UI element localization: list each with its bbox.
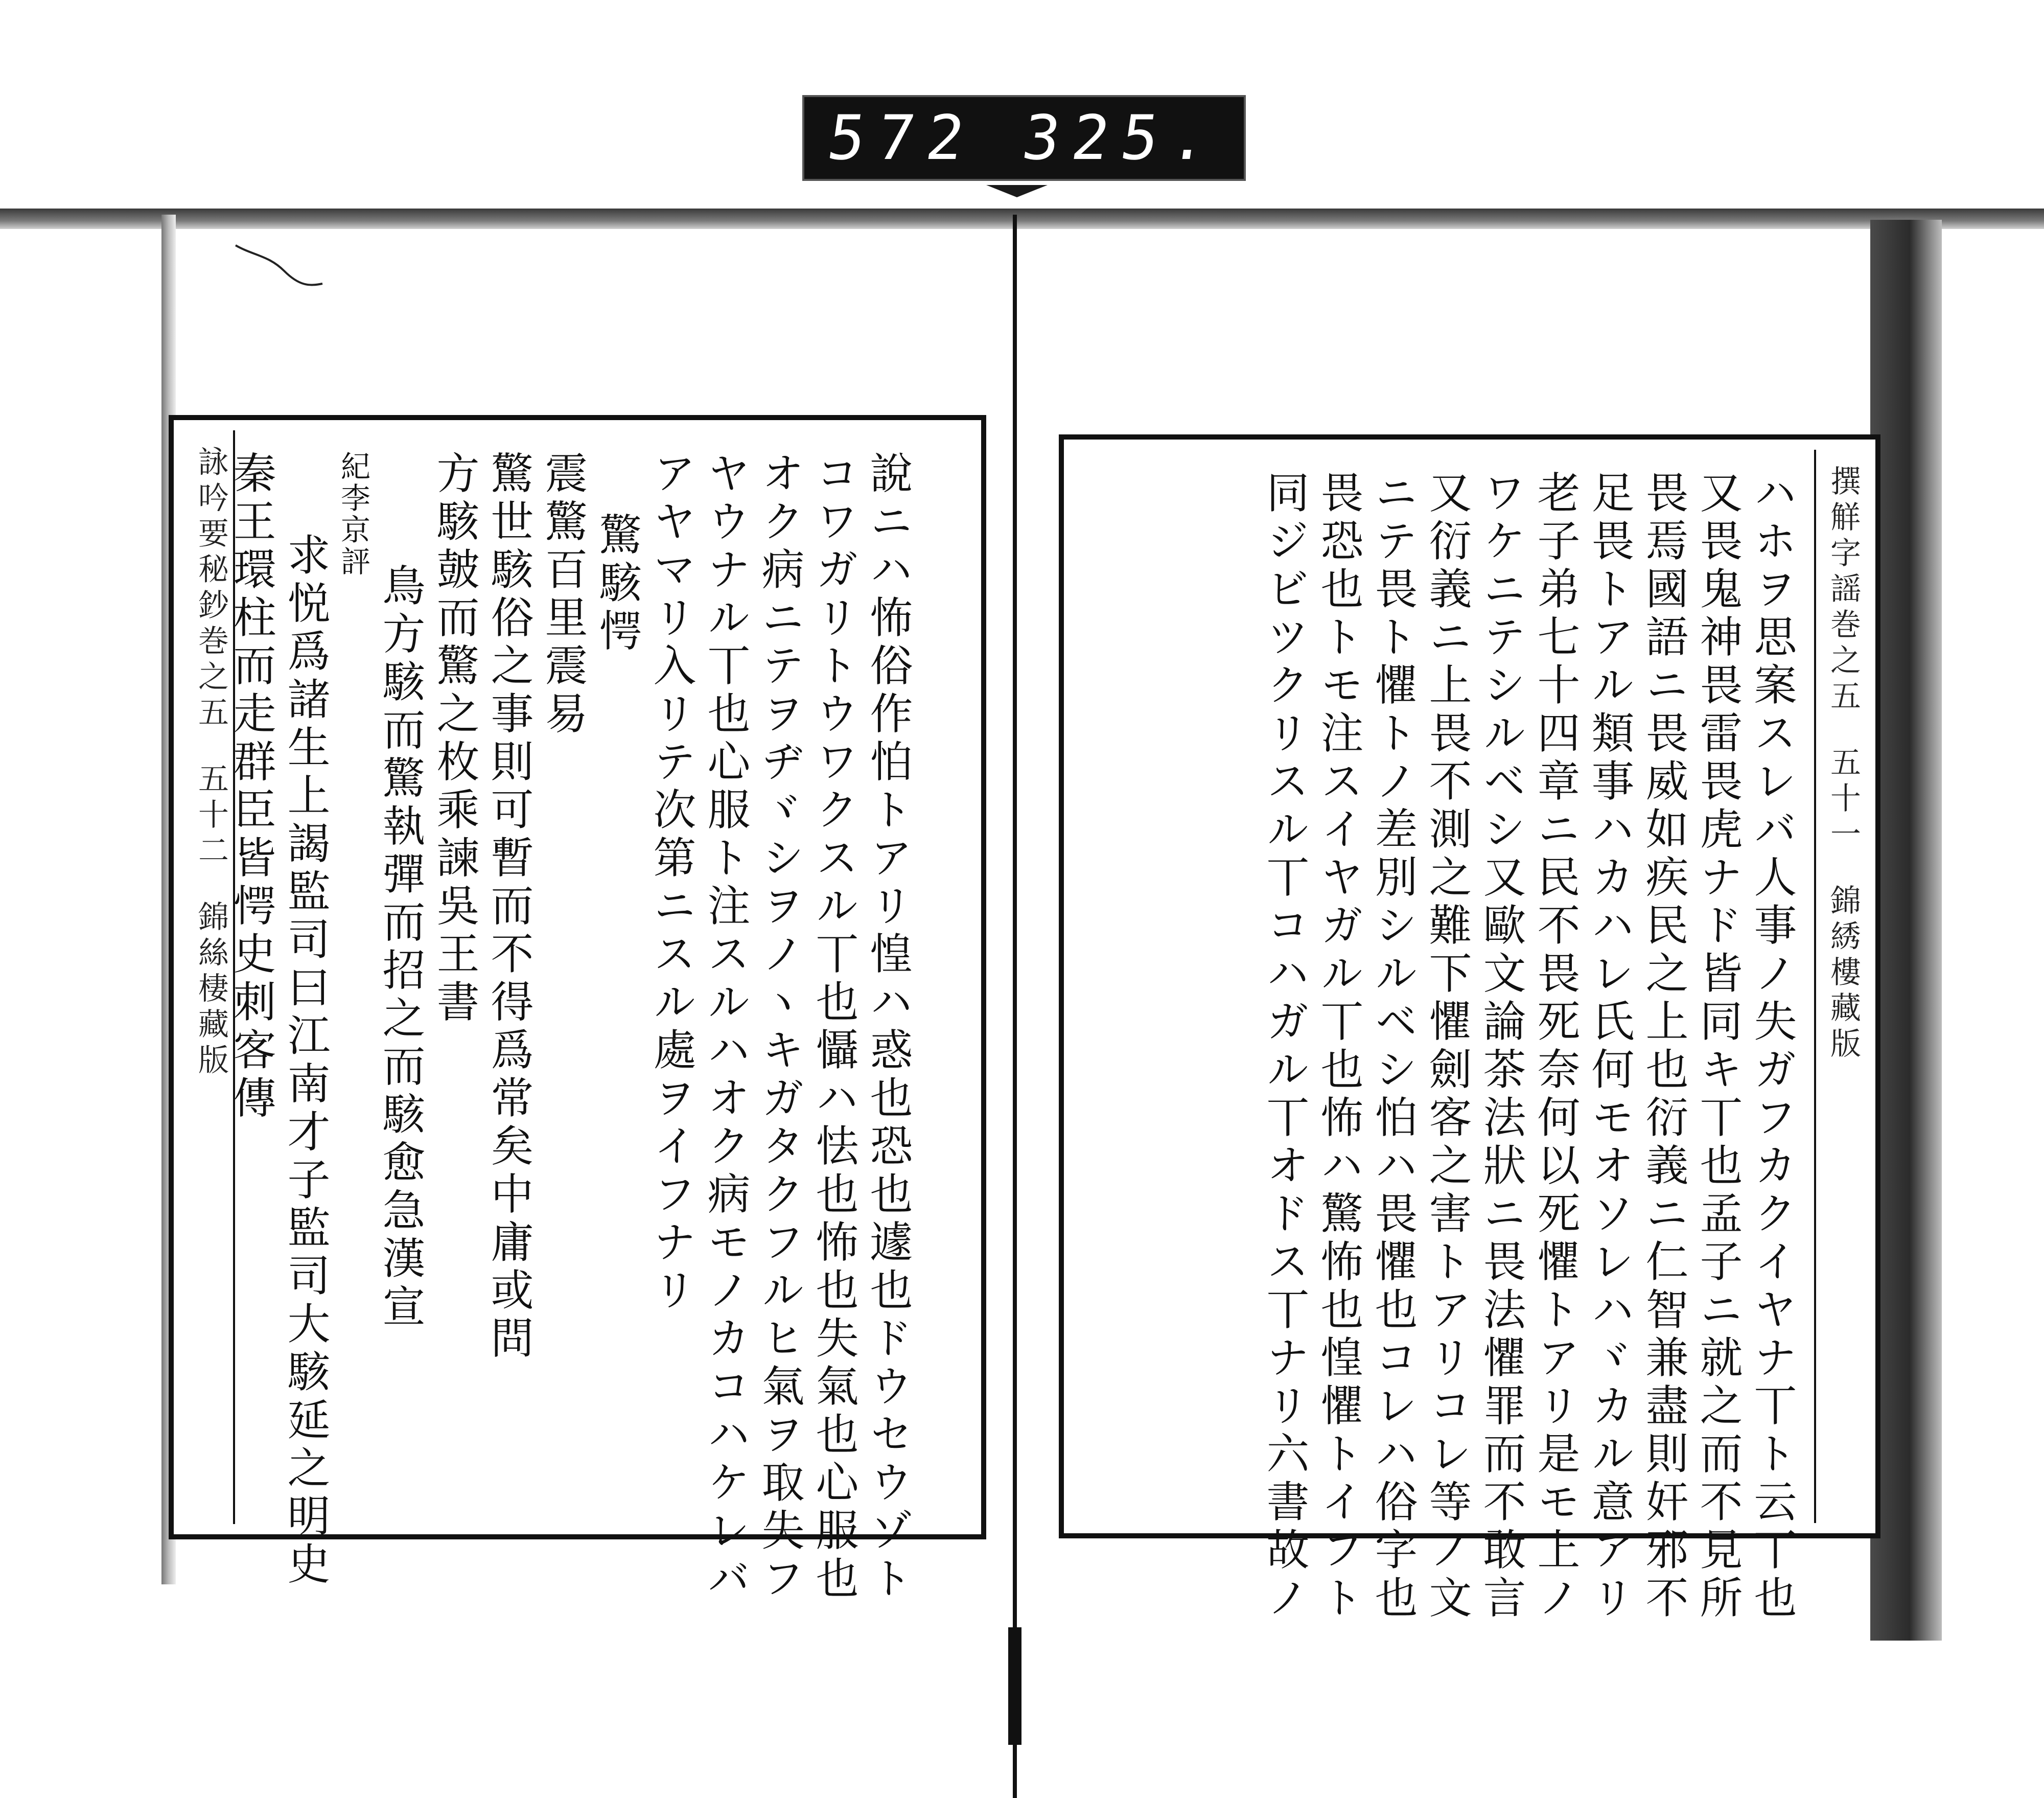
book-spine-clip [1008,1627,1021,1745]
text-column: 鳥方駭而驚執彈而招之而駭愈急漢宣 [376,563,426,1332]
margin-title: 撰觧字謡巻之五 [1825,465,1861,716]
citation-column: 紀李京評 [336,451,370,578]
entry-heading: 驚駭愕 [592,512,642,656]
text-column: 同ジビツクリスル丅コハガル丅オドス丅ナリ六書故ノ [1260,470,1310,1623]
text-column: 震驚百里震易 [538,451,588,739]
margin-title: 詠吟要秘鈔巻之五 [193,446,229,732]
text-column: アヤマリ入リテ次第ニスル處ヲイフナリ [646,451,696,1316]
left-page-text [226,451,913,1604]
right-page-text [1260,470,1797,1623]
text-column: ハホヲ思案スレバ人事ノ失ガフカクイヤナ丅ト云丅也 [1747,470,1797,1623]
text-column: 畏焉國語ニ畏威如疾民之上也衍義ニ仁智兼盡則奸邪不 [1639,470,1689,1623]
left-page [169,415,986,1604]
text-column: 說ニハ怖俗作怕トアリ惶ハ惑也恐也遽也ドウセウゾト [863,451,913,1604]
margin-publisher: 錦綉樓藏版 [1825,884,1861,1063]
text-column: 又衍義ニ上畏不測之難下懼劍客之害トアリコレ等ノ文 [1422,470,1472,1623]
spine-marker [986,185,1048,197]
left-page-margin [184,430,235,1524]
label-right-number: 325. [1018,102,1225,174]
text-column: ワケニテシルベシ又歐文論茶法狀ニ畏法懼罪而不敢言 [1476,470,1526,1623]
text-column: 方駭皷而驚之枚乘諫吳王書 [430,451,480,1027]
margin-page-number: 五十二 [193,763,229,870]
text-column: オク病ニテヲヂヾシヲノヽキガタクフルヒ氣ヲ取失フ [755,451,805,1604]
text-column: 畏恐也トモ注スイヤガル丅也怖ハ驚怖也惶懼トイフト [1314,470,1364,1623]
margin-publisher: 錦絲棲藏版 [193,901,229,1079]
text-column: 足畏トアル類事ハカハレ氏何モオソレハヾカル意アリ [1585,470,1635,1623]
text-column: 求悦爲諸生上謁監司曰江南才子監司大駭延之明史 [281,533,331,1589]
margin-page-number: 五十一 [1825,746,1861,854]
right-page [1059,434,1880,1623]
book-frame-top [0,209,2044,229]
text-column: コワガリトウワクスル丅也懾ハ怯也怖也失氣也心服也 [809,451,859,1604]
text-column: 驚世駭俗之事則可暫而不得爲常矣中庸或問 [484,451,534,1364]
book-spine [1013,215,1017,1798]
label-left-number: 572 [823,102,981,174]
right-page-shadow [1870,220,1942,1641]
right-page-margin [1814,450,1865,1523]
text-column: 秦王環柱而走群臣皆愕史刺客傳 [226,451,276,1123]
text-column: 老子弟七十四章ニ民不畏死奈何以死懼トアリ是モ上ノ [1530,470,1581,1623]
scratch-mark [233,240,325,291]
text-column: ニテ畏ト懼トノ差別シルベシ怕ハ畏懼也コレハ俗字也 [1368,470,1418,1623]
reel-label-plate [802,95,1246,181]
text-column: 又畏鬼神畏雷畏虎ナド皆同キ丅也孟子ニ就之而不見所 [1693,470,1743,1623]
text-column: ヤウナル丅也心服ト注スルハオク病モノカコハケレバ [701,451,751,1604]
